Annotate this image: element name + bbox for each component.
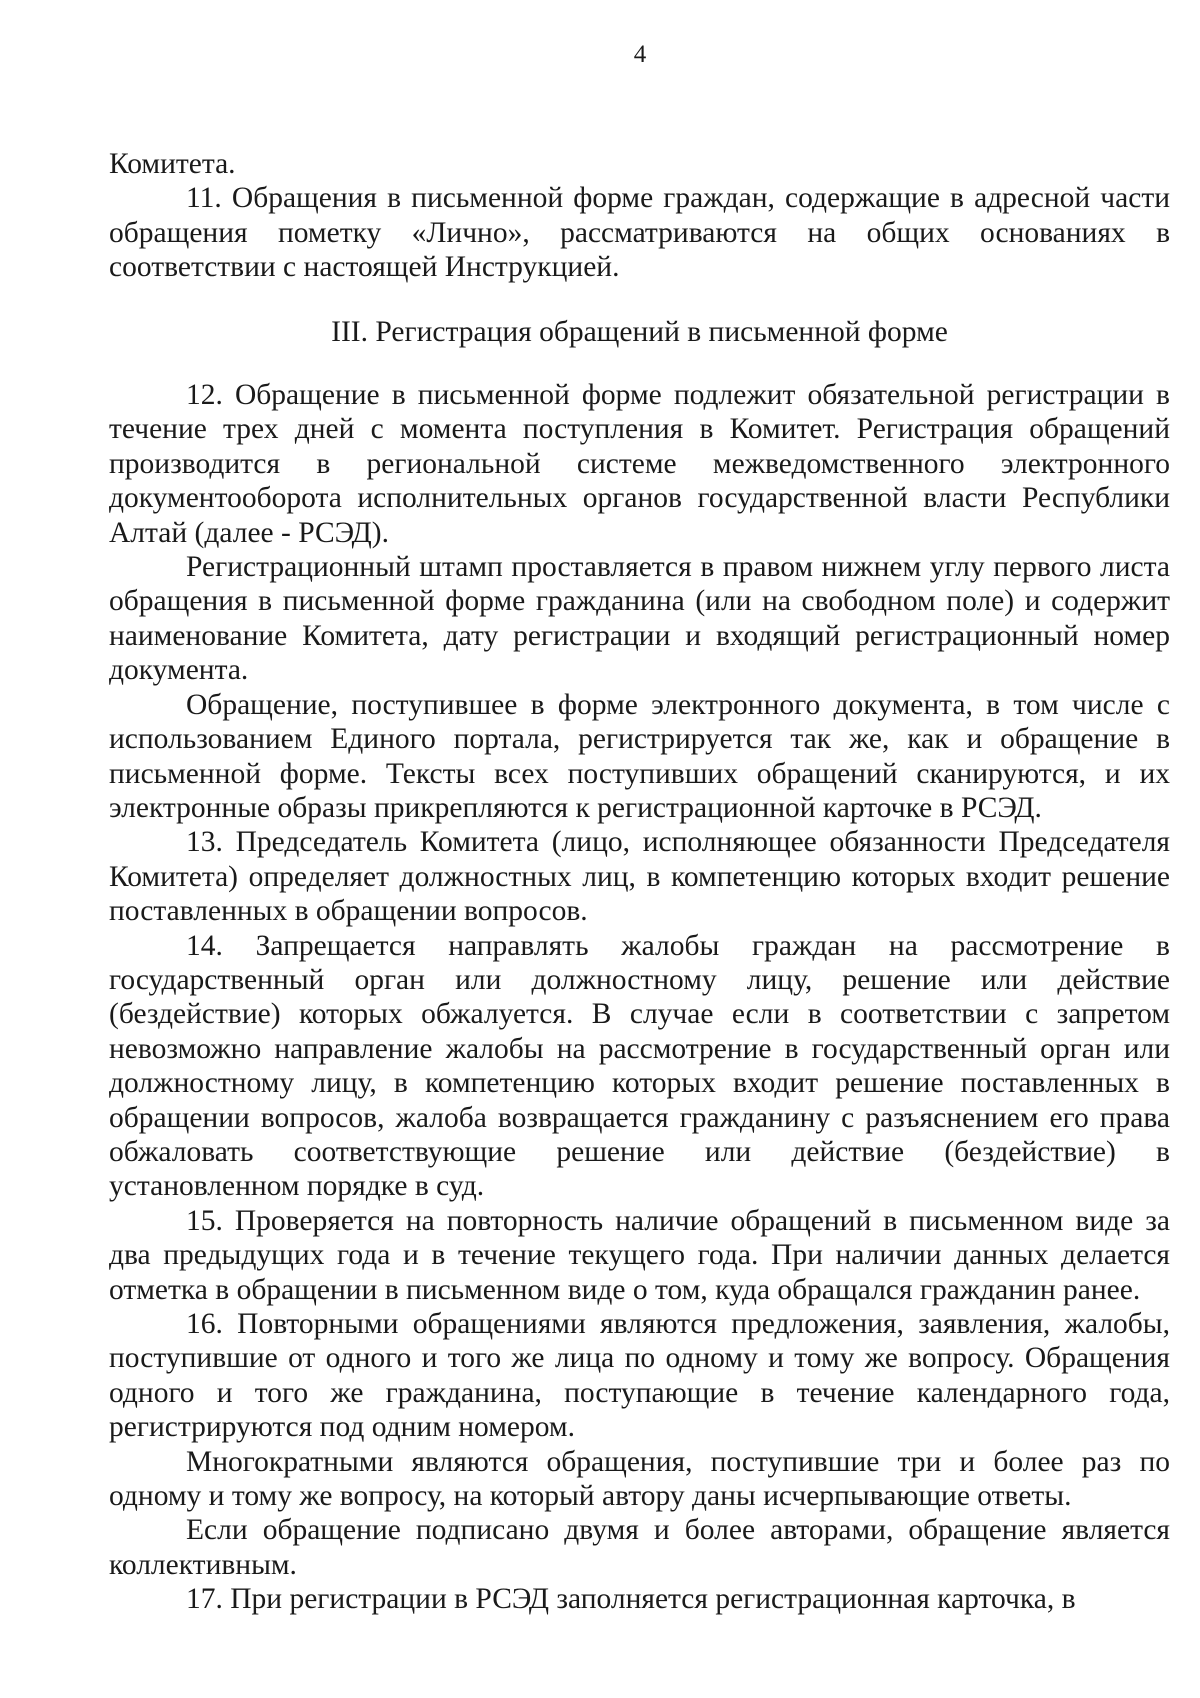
paragraph-11: 11. Обращения в письменной форме граждан, содержащие в адресной части обращения пометку «Лично», рассматриваются на общих основаниях в соответствии с настоящей Инструкцией. xyxy=(109,182,1170,284)
paragraph-15: 15. Проверяется на повторность наличие обращений в письменном виде за два предыдущих года и в течение текущего года. При наличии данных делается отметка в обращении в письменном виде о том, куда обращался гражданин ранее. xyxy=(109,1204,1170,1306)
page-number: 4 xyxy=(633,41,647,68)
paragraph-16: 16. Повторными обращениями являются предложения, заявления, жалобы, поступившие от одного и того же лица по одному и тому же вопросу. Обращения одного и того же гражданина, поступающие в течение календарного года, регистрируются под одним номером. xyxy=(109,1308,1170,1444)
paragraph-continuation: Комитета. xyxy=(109,148,236,180)
paragraph-multiple: Многократными являются обращения, поступившие три и более раз по одному и тому же вопросу, на который автору даны исчерпывающие ответы. xyxy=(109,1445,1170,1513)
section-heading: III. Регистрация обращений в письменной форме xyxy=(331,315,948,348)
paragraph-12: 12. Обращение в письменной форме подлежит обязательной регистрации в течение трех дней с момента поступления в Комитет. Регистрация обращений производится в региональной системе межведомственного электронного документооборота исполнительных органов государственной власти Республики Алтай (далее - РСЭД). xyxy=(109,379,1170,549)
document-body xyxy=(109,147,1170,1617)
paragraph-collective: Если обращение подписано двумя и более авторами, обращение является коллективным. xyxy=(109,1514,1170,1581)
paragraph-13: 13. Председатель Комитета (лицо, исполняющее обязанности Председателя Комитета) определяет должностных лиц, в компетенцию которых входит решение поставленных в обращении вопросов. xyxy=(109,826,1170,928)
paragraph-14: 14. Запрещается направлять жалобы граждан на рассмотрение в государственный орган или должностному лицу, решение или действие (бездействие) которых обжалуется. В случае если в соответствии с запретом невозможно направление жалобы на рассмотрение в государственный орган или должностному лицу, в компетенцию которых входит решение поставленных в обращении вопросов, жалоба возвращается гражданину с разъяснением его права обжаловать соответствующие решение или действие (бездействие) в установленном порядке в суд. xyxy=(109,929,1170,1203)
paragraph-17: 17. При регистрации в РСЭД заполняется регистрационная карточка, в xyxy=(186,1583,1076,1616)
paragraph-electronic: Обращение, поступившее в форме электронного документа, в том числе с использованием Единого портала, регистрируется так же, как и обращение в письменной форме. Тексты всех поступивших обращений сканируются, и их электронные образы прикрепляются к регистрационной карточке в РСЭД. xyxy=(109,688,1170,824)
paragraph-stamp: Регистрационный штамп проставляется в правом нижнем углу первого листа обращения в письменной форме гражданина (или на свободном поле) и содержит наименование Комитета, дату регистрации и входящий регистрационный номер документа. xyxy=(109,551,1170,687)
